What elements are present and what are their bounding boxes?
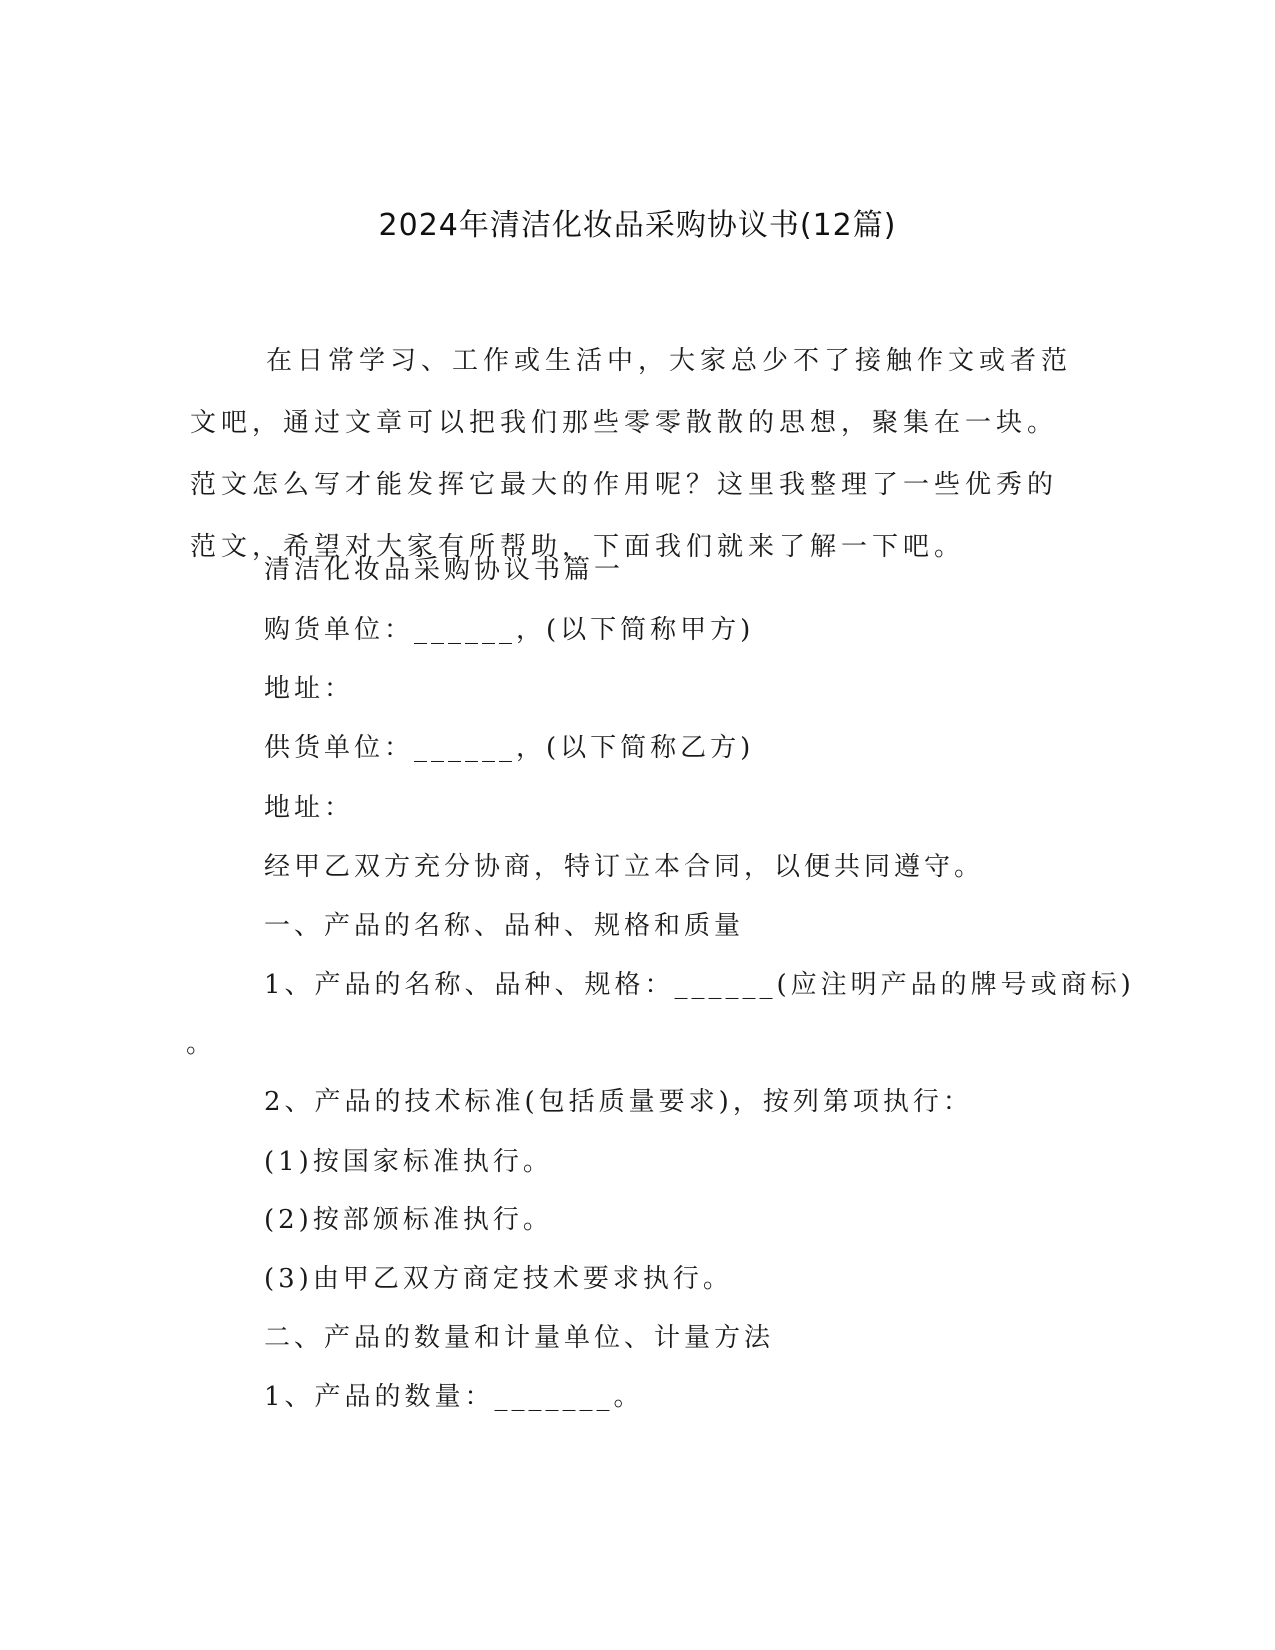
standard-option-3: (3)由甲乙双方商定技术要求执行。 (264, 1264, 733, 1294)
clause-two-item-1: 1、产品的数量：_______。 (264, 1382, 644, 1412)
section-heading: 清洁化妆品采购协议书篇一 (264, 555, 625, 585)
clause-one-item-1-continuation: 。 (186, 1029, 213, 1059)
buyer-line: 购货单位：______，(以下简称甲方) (264, 615, 755, 645)
standard-option-1: (1)按国家标准执行。 (264, 1147, 553, 1177)
buyer-address-line: 地址： (264, 674, 355, 704)
document-title: 2024年清洁化妆品采购协议书(12篇) (378, 208, 897, 243)
supplier-address-line: 地址： (264, 793, 355, 823)
supplier-line: 供货单位：______，(以下简称乙方) (264, 733, 755, 763)
standard-option-2: (2)按部颁标准执行。 (264, 1205, 553, 1235)
intro-paragraph: 在日常学习、工作或生活中，大家总少不了接触作文或者范文吧，通过文章可以把我们那些零零散散的思想，聚集在一块。范文怎么写才能发挥它最大的作用呢？这里我整理了一些优秀的范文，希望对大家有所帮助，下面我们就来了解一下吧。 (190, 346, 1073, 562)
clause-two-heading: 二、产品的数量和计量单位、计量方法 (264, 1323, 775, 1353)
agreement-statement: 经甲乙双方充分协商，特订立本合同，以便共同遵守。 (264, 852, 985, 882)
clause-one-heading: 一、产品的名称、品种、规格和质量 (264, 911, 745, 941)
clause-one-item-1: 1、产品的名称、品种、规格：______(应注明产品的牌号或商标) (264, 970, 1135, 1000)
clause-one-item-2: 2、产品的技术标准(包括质量要求)，按列第项执行： (264, 1087, 973, 1117)
